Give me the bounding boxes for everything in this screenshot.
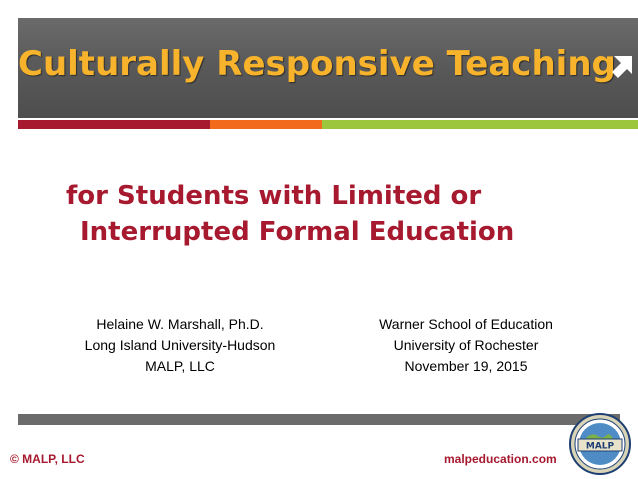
arrow-icon bbox=[612, 54, 634, 78]
footer-divider-bar bbox=[18, 414, 620, 425]
venue-date: November 19, 2015 bbox=[404, 358, 528, 374]
author-name: Helaine W. Marshall, Ph.D. bbox=[96, 316, 264, 332]
venue-school: Warner School of Education bbox=[379, 316, 553, 332]
venue-block bbox=[346, 314, 586, 377]
malp-logo-icon bbox=[568, 412, 632, 476]
author-block bbox=[60, 314, 300, 377]
subtitle-line-1: for Students with Limited or bbox=[66, 181, 482, 211]
author-affiliation: Long Island University-Hudson bbox=[84, 337, 276, 353]
accent-stripe-orange bbox=[210, 120, 322, 129]
title-banner bbox=[18, 18, 638, 118]
logo-text: MALP bbox=[585, 441, 615, 452]
venue-university: University of Rochester bbox=[393, 337, 539, 353]
slide-title: Culturally Responsive Teaching bbox=[18, 44, 616, 84]
footer-copyright: © MALP, LLC bbox=[10, 452, 85, 466]
footer-website: malpeducation.com bbox=[444, 452, 557, 466]
author-company: MALP, LLC bbox=[145, 358, 215, 374]
accent-stripe-green bbox=[322, 120, 638, 129]
accent-stripe-red bbox=[18, 120, 210, 129]
subtitle-line-2: Interrupted Formal Education bbox=[80, 217, 515, 247]
slide-subtitle bbox=[66, 178, 536, 250]
